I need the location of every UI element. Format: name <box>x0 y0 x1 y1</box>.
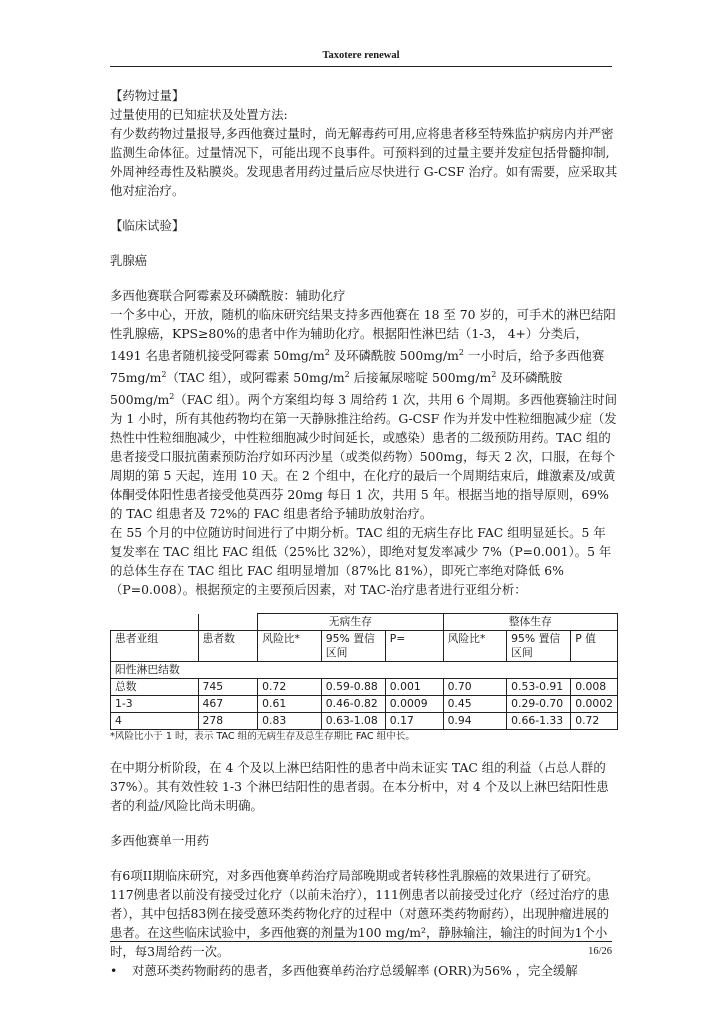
table-section-label: 阳性淋巴结数 <box>111 662 618 679</box>
footer-rule <box>110 941 612 942</box>
col-subgroup: 患者亚组 <box>111 631 199 662</box>
col-p-dfs: P= <box>385 631 443 662</box>
subgroup-conclusion-paragraph: 在中期分析阶段，在 4 个及以上淋巴结阳性的患者中尚未证实 TAC 组的利益（占总人群的 37%）。其有效性较 1-3 个淋巴结阳性的患者弱。在本分析中，对 4 个及以上淋巴结阳性患者的利益/风险比尚未明确。 <box>110 760 609 814</box>
col-ci-dfs: 95% 置信区间 <box>321 631 385 662</box>
bullet-mark: • <box>110 963 118 979</box>
adjuvant-paragraph: 一个多中心，开放，随机的临床研究结果支持多西他赛在 18 至 70 岁的，可手术的淋巴结阳性乳腺癌，KPS≥80%的患者中作为辅助化疗。根据阳性淋巴结（1-3， 4+）分类后，1491 名患者随机接受阿霉素 $50mg/m^2$ 及环磷酰胺 $500mg/m^2$ 一小时后，给予多西他赛 $75mg/m^2(TAC$ 组），或阿霉素 $50mg/m^2$ 后接氟尿嘧啶 $500mg/m^2$ 及环磷酰胺 $500mg/m^2(FAC$ 组）。两个方案组均每 3 周给药 1 次，共用 6 个周期。多西他赛输注时间为 1 小时，所有其他药物均在第一天静脉推注给药。G-CSF 作为并发中性粒细胞减少症（发热性中性粒细胞减少，中性粒细胞减少时间延长，或感染）患者的二级预防用药。TAC 组的患者接受口服抗菌素预防治疗如环丙沙星（或类似药物）500mg，每天 2 次，口服，在每个周期的第 5 天起，连用 10 天。在 2 个组中，在化疗的最后一个周期结束后，雌激素及/或黄体酮受体阳性患者接受他莫西芬 20mg 每日 1 次，共用 5 年。根据当地的指导原则，69%的 TAC 组患者及 72%的 FAC 组患者给予辅助放射治疗。 <box>110 307 618 522</box>
overdose-paragraph: 有少数药物过量报导,多西他赛过量时，尚无解毒药可用,应将患者移至特殊监护病房内并严密监测生命体征。过量情况下，可能出现不良事件。可预料到的过量主要并发症包括骨髓抑制,外周神经毒性及粘膜炎。发现患者用药过量后应尽快进行 G-CSF 治疗。如有需要，应采取其他对症治疗。 <box>110 126 618 198</box>
col-patients: 患者数 <box>198 631 258 662</box>
adjuvant-subheading: 多西他赛联合阿霉素及环磷酰胺：辅助化疗 <box>110 288 346 303</box>
trials-heading: 【临床试验】 <box>110 218 185 233</box>
col-hr-os: 风险比* <box>443 631 507 662</box>
bullet-item <box>110 961 618 980</box>
subgroup-analysis-table <box>110 613 618 730</box>
dfs-group-header: 无病生存 <box>258 614 443 631</box>
bullet-text: 对蒽环类药物耐药的患者，多西他赛单药治疗总缓解率 (ORR)为56% ，完全缓解 <box>132 963 578 979</box>
col-ci-os: 95% 置信区间 <box>507 631 571 662</box>
running-header: Taxotere renewal <box>322 50 400 61</box>
page-number: 16/26 <box>588 946 612 957</box>
monotherapy-paragraph: 有6项II期临床研究，对多西他赛单药治疗局部晚期或者转移性乳腺癌的效果进行了研究。117例患者以前没有接受过化疗（以前未治疗），111例患者以前接受过化疗（经过治疗的患者），其中包括83例在接受蒽环类药物化疗的过程中（对蒽环类药物耐药），出现肿瘤进展的患者。在这些临床试验中，多西他赛的剂量为100 mg/m²，静脉输注，输注的时间为1个小时，每3周给药一次。 <box>110 868 610 960</box>
table-row: 1-3 467 0.61 0.46-0.82 0.0009 0.45 0.29-0.70 0.0002 <box>111 696 618 713</box>
table-row: 4 278 0.83 0.63-1.08 0.17 0.94 0.66-1.33 0.72 <box>111 713 618 730</box>
overdose-heading: 【药物过量】 <box>110 88 185 103</box>
page-body <box>110 86 618 980</box>
table-row: 总数 745 0.72 0.59-0.88 0.001 0.70 0.53-0.91 0.008 <box>111 679 618 696</box>
monotherapy-subheading: 多西他赛单一用药 <box>110 833 210 849</box>
overdose-intro: 过量使用的已知症状及处置方法: <box>110 107 288 122</box>
breast-cancer-heading: 乳腺癌 <box>110 253 148 268</box>
interim-analysis-paragraph: 在 55 个月的中位随访时间进行了中期分析。TAC 组的无病生存比 FAC 组明显延长。5 年复发率在 TAC 组比 FAC 组低（25%比 32%），即绝对复发率减少 7%（P=0.001）。5 年的总体生存在 TAC 组比 FAC 组明显增加（87%比 81%），即死亡率绝对降低 6%（P=0.008）。根据预定的主要预后因素，对 TAC-治疗患者进行亚组分析： <box>110 525 612 598</box>
col-p-os: P 值 <box>571 631 618 662</box>
header-rule <box>110 66 612 67</box>
table-footnote: *风险比小于 1 时，表示 TAC 组的无病生存及总生存期比 FAC 组中长。 <box>110 731 415 743</box>
col-hr-dfs: 风险比* <box>258 631 322 662</box>
os-group-header: 整体生存 <box>443 614 617 631</box>
